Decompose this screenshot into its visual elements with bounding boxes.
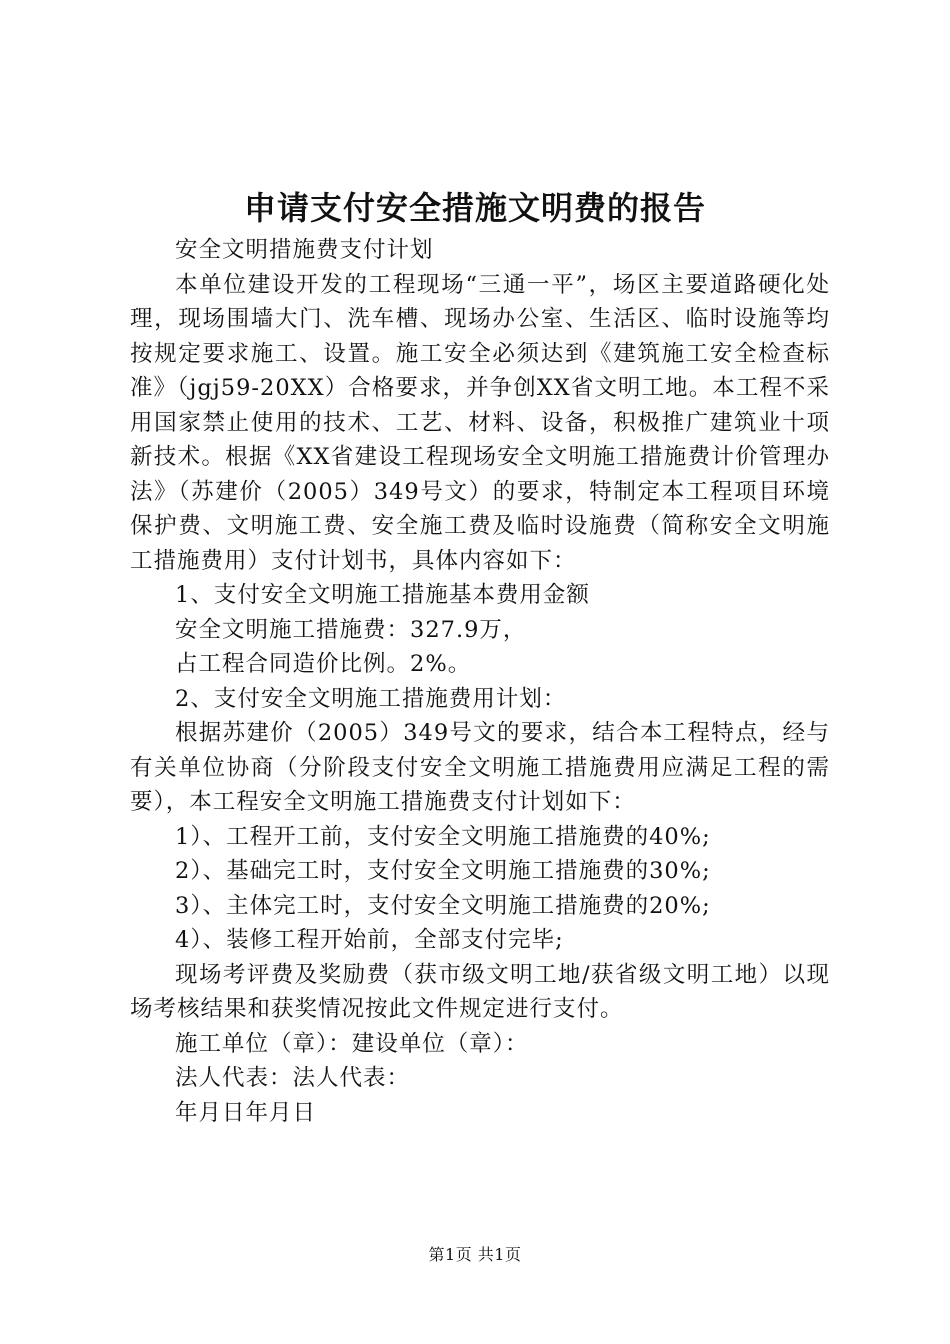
- paragraph-section-1: 1、支付安全文明施工措施基本费用金额: [175, 582, 590, 608]
- paragraph-plan-basis: 根据苏建价（2005）349号文的要求，结合本工程特点，经与有关单位协商（分阶段支付安全文明施工措施费用应满足工程的需要），本工程安全文明施工措施费支付计划如下：: [130, 720, 830, 815]
- document-title: 申请支付安全措施文明费的报告: [243, 189, 706, 227]
- page-footer: 第1页 共1页: [428, 1245, 522, 1264]
- paragraph-fee-amount: 安全文明施工措施费：327.9万，: [175, 616, 527, 643]
- paragraph-representative-line: 法人代表：法人代表：: [175, 1065, 411, 1091]
- paragraph-stage-4: 4）、装修工程开始前，全部支付完毕;: [175, 927, 564, 953]
- paragraph-stage-1: 1）、工程开工前，支付安全文明施工措施费的40%;: [175, 823, 711, 850]
- paragraph-stage-2: 2）、基础完工时，支付安全文明施工措施费的30%;: [175, 858, 711, 884]
- paragraph-plan-heading: 安全文明措施费支付计划: [175, 237, 434, 263]
- paragraph-section-2: 2、支付安全文明施工措施费用计划：: [175, 685, 567, 712]
- document-body: [130, 233, 830, 1130]
- paragraph-seal-line: 施工单位（章）：建设单位（章）：: [175, 1030, 529, 1057]
- paragraph-fee-ratio: 占工程合同造价比例。2%。: [175, 651, 472, 677]
- paragraph-stage-3: 3）、主体完工时，支付安全文明施工措施费的20%;: [175, 892, 711, 919]
- paragraph-date-line: 年月日年月日: [175, 1099, 317, 1126]
- paragraph-intro: 本单位建设开发的工程现场“三通一平”，场区主要道路硬化处理，现场围墙大门、洗车槽、现场办公室、生活区、临时设施等均按规定要求施工、设置。施工安全必须达到《建筑施工安全检查标准》（jgj59-20XX）合格要求，并争创XX省文明工地。本工程不采用国家禁止使用的技术、工艺、材料、设备，积极推广建筑业十项新技术。根据《XX省建设工程现场安全文明施工措施费计价管理办法》（苏建价（2005）349号文）的要求，特制定本工程项目环境保护费、文明施工费、安全施工费及临时设施费（简称安全文明施工措施费用）支付计划书，具体内容如下：: [130, 271, 830, 574]
- paragraph-award-fees: 现场考评费及奖励费（获市级文明工地/获省级文明工地）以现场考核结果和获奖情况按此文件规定进行支付。: [130, 961, 830, 1022]
